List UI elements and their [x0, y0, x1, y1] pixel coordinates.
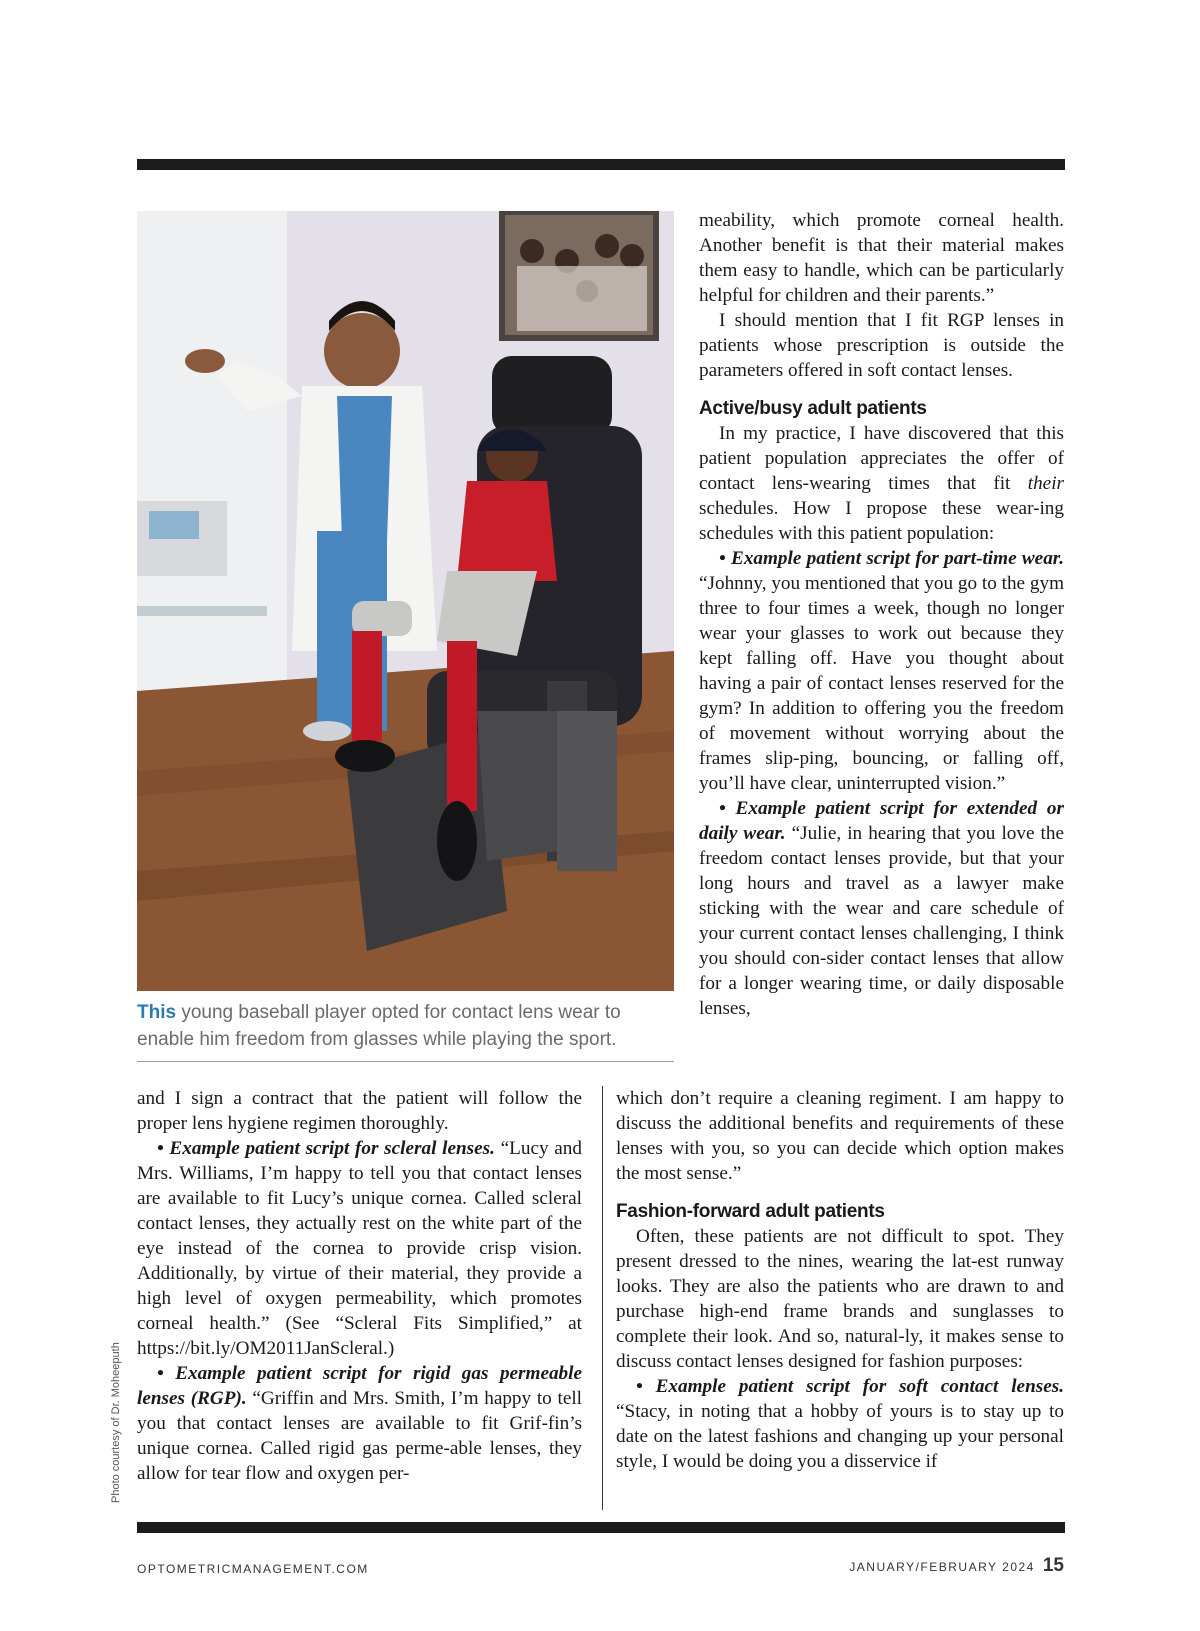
paragraph: meability, which promote corneal health. Another benefit is that their material makes them easy to handle, which can be particularly helpful for children and their parents.”	[699, 210, 1064, 306]
top-rule	[137, 159, 1065, 170]
left-column	[137, 1086, 582, 1486]
caption-lead: This	[137, 1002, 177, 1023]
script-paragraph: • Example patient script for scleral lenses. “Lucy and Mrs. Williams, I’m happy to tell you that contact lenses are available to fit Lucy’s unique cornea. Called scleral contact lenses, they actually rest on the white part of the eye instead of the cornea to provide crisp vision. Additionally, by virtue of their material, they provide a high level of oxygen permeability, which promotes corneal health.” (See “Scleral Fits Simplified,” at https://bit.ly/OM2011JanScleral.)	[137, 1138, 582, 1359]
caption-divider	[137, 1061, 674, 1062]
paragraph: and I sign a contract that the patient will follow the proper lens hygiene regimen thoroughly.	[137, 1088, 582, 1134]
paragraph: which don’t require a cleaning regiment. I am happy to discuss the additional benefits and requirements of these lenses with you, so you can decide which option makes the most sense.”	[616, 1088, 1064, 1184]
script-paragraph: • Example patient script for rigid gas permeable lenses (RGP). “Griffin and Mrs. Smith, I’m happy to tell you that contact lenses are available to fit Grif-fin’s unique cornea. Called rigid gas perme-able lenses, they allow for tear flow and oxygen per-	[137, 1363, 583, 1484]
section-heading: Fashion-forward adult patients	[616, 1201, 885, 1222]
article-photo	[137, 211, 674, 991]
footer-site: OPTOMETRICMANAGEMENT.COM	[137, 1562, 369, 1576]
script-paragraph: • Example patient script for part-time wear. “Johnny, you mentioned that you go to the gym three to four times a week, though no longer wear your glasses to work out because they kept falling off. Have you thought about having a pair of contact lenses reserved for the gym? In addition to offering you the freedom of movement without worrying about the frames slip-ping, bouncing, or falling off, you’ll have clear, uninterrupted vision.”	[699, 548, 1064, 794]
section-heading: Active/busy adult patients	[699, 398, 927, 419]
right-column-top	[699, 208, 1064, 1021]
page-number: 15	[1042, 1555, 1064, 1576]
photo-caption	[137, 999, 677, 1053]
bottom-rule	[137, 1522, 1065, 1533]
paragraph: In my practice, I have discovered that this patient population appreciates the offer of contact lens-wearing times that fit their schedules. How I propose these wear-ing schedules with this patient population:	[699, 423, 1064, 544]
script-paragraph: • Example patient script for extended or daily wear. “Julie, in hearing that you love the freedom contact lenses provide, but that your long hours and travel as a lawyer make sticking with the wear and care schedule of your current contact lenses challenging, I think you should con-sider contact lenses that allow for a longer wearing time, or daily disposable lenses,	[699, 798, 1064, 1019]
footer-date: JANUARY/FEBRUARY 2024	[849, 1560, 1035, 1574]
paragraph: Often, these patients are not difficult to spot. They present dressed to the nines, wearing the lat-est runway looks. They are also the patients who are drawn to and purchase high-end frame brands and sunglasses to complete their look. And so, natural-ly, it makes sense to discuss contact lenses designed for fashion purposes:	[616, 1226, 1064, 1372]
photo-credit: Photo courtesy of Dr. Moheeputh	[110, 1342, 122, 1503]
paragraph: I should mention that I fit RGP lenses in patients whose prescription is outside the parameters offered in soft contact lenses.	[699, 310, 1064, 381]
script-paragraph: • Example patient script for soft contact lenses. “Stacy, in noting that a hobby of yours is to stay up to date on the latest fashions and changing up your personal style, I would be doing you a disservice if	[616, 1376, 1064, 1472]
caption-text: young baseball player opted for contact lens wear to enable him freedom from glasses while playing the sport.	[137, 1002, 621, 1050]
column-divider	[602, 1086, 603, 1510]
right-column-bottom	[616, 1086, 1064, 1474]
photo-illustration	[137, 211, 674, 991]
footer-issue	[849, 1555, 1064, 1577]
